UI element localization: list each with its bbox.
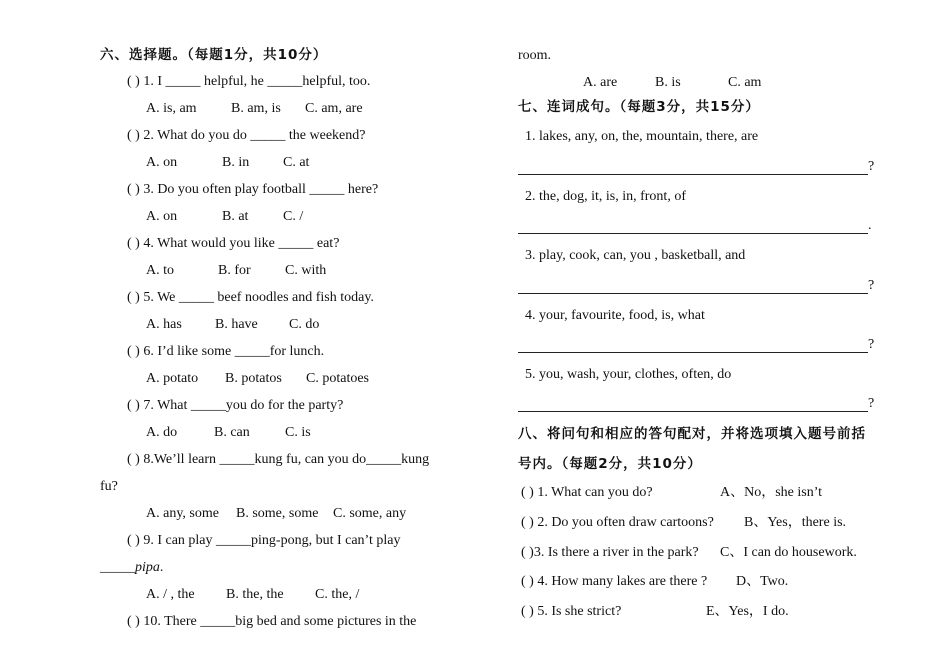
question-8-stem-continued: fu? [100, 479, 118, 494]
answer-line-5[interactable] [518, 411, 868, 412]
answer-line-4-end: ? [868, 337, 875, 352]
question-9-pipa-word: pipa [135, 560, 160, 575]
question-2-option-a: A. on [146, 155, 178, 170]
question-3-option-a: A. on [146, 209, 178, 224]
question-9-option-a: A. / , the [146, 587, 195, 602]
question-8-option-c: C. some, any [333, 506, 407, 521]
reorder-item-2-words: 2. the, dog, it, is, in, front, of [525, 189, 686, 204]
match-question-2: ( ) 2. Do you often draw cartoons? [521, 515, 714, 530]
answer-line-2[interactable] [518, 233, 868, 234]
reorder-item-5-words: 5. you, wash, your, clothes, often, do [525, 367, 732, 382]
question-9-stem-continued [100, 559, 163, 577]
answer-line-3[interactable] [518, 293, 868, 294]
question-2-stem: ( ) 2. What do you do _____ the weekend? [127, 128, 366, 143]
question-7-option-c: C. is [285, 425, 311, 440]
question-5-option-b: B. have [215, 317, 258, 332]
question-9-option-c: C. the, / [315, 587, 360, 602]
question-5-stem: ( ) 5. We _____ beef noodles and fish today. [127, 290, 374, 305]
question-5-option-a: A. has [146, 317, 182, 332]
question-3-option-c: C. / [283, 209, 304, 224]
question-5-option-c: C. do [289, 317, 320, 332]
question-4-option-b: B. for [218, 263, 251, 278]
question-9-blank: _____ [100, 560, 135, 575]
question-10-option-c: C. am [728, 75, 762, 90]
question-8-option-b: B. some, some [236, 506, 319, 521]
question-6-option-b: B. potatos [225, 371, 282, 386]
question-10-option-b: B. is [655, 75, 681, 90]
question-2-option-c: C. at [283, 155, 310, 170]
question-10-option-a: A. are [583, 75, 618, 90]
question-9-stem: ( ) 9. I can play _____ping-pong, but I can’t play [127, 533, 401, 548]
question-2-option-b: B. in [222, 155, 250, 170]
match-answer-e: E、Yes，I do. [706, 604, 789, 619]
question-4-option-a: A. to [146, 263, 174, 278]
answer-line-2-end: . [868, 218, 872, 233]
question-10-stem-continued: room. [518, 48, 552, 63]
reorder-item-1-words: 1. lakes, any, on, the, mountain, there, are [525, 129, 759, 144]
question-1-option-c: C. am, are [305, 101, 363, 116]
question-1-stem: ( ) 1. I _____ helpful, he _____helpful, too. [127, 74, 371, 89]
section-eight-heading-line2: 号内。（每题2分，共10分） [518, 456, 702, 472]
reorder-item-4-words: 4. your, favourite, food, is, what [525, 308, 705, 323]
answer-line-5-end: ? [868, 396, 875, 411]
question-1-option-a: A. is, am [146, 101, 197, 116]
answer-line-1-end: ? [868, 159, 875, 174]
question-1-option-b: B. am, is [231, 101, 281, 116]
question-4-stem: ( ) 4. What would you like _____ eat? [127, 236, 340, 251]
match-answer-d: D、Two. [736, 574, 789, 589]
question-6-stem: ( ) 6. I’d like some _____for lunch. [127, 344, 325, 359]
match-answer-c: C、I can do housework. [720, 545, 857, 560]
match-answer-b: B、Yes，there is. [744, 515, 847, 530]
question-6-option-a: A. potato [146, 371, 199, 386]
section-seven-heading: 七、连词成句。（每题3分，共15分） [518, 99, 760, 115]
answer-line-3-end: ? [868, 278, 875, 293]
match-answer-a: A、No，she isn’t [720, 485, 823, 500]
answer-line-1[interactable] [518, 174, 868, 175]
match-question-5: ( ) 5. Is she strict? [521, 604, 622, 619]
match-question-3: ( )3. Is there a river in the park? [521, 545, 699, 560]
left-column [0, 0, 470, 672]
match-question-1: ( ) 1. What can you do? [521, 485, 653, 500]
section-eight-heading-line1: 八、将问句和相应的答句配对，并将选项填入题号前括 [518, 426, 866, 442]
reorder-item-3-words: 3. play, cook, can, you , basketball, and [525, 248, 746, 263]
match-question-4: ( ) 4. How many lakes are there ? [521, 574, 708, 589]
answer-line-4[interactable] [518, 352, 868, 353]
question-9-option-b: B. the, the [226, 587, 284, 602]
question-6-option-c: C. potatoes [306, 371, 369, 386]
question-3-stem: ( ) 3. Do you often play football _____ here? [127, 182, 379, 197]
section-six-heading: 六、选择题。（每题1分，共10分） [100, 47, 328, 63]
question-7-option-b: B. can [214, 425, 250, 440]
question-4-option-c: C. with [285, 263, 327, 278]
question-8-option-a: A. any, some [146, 506, 219, 521]
question-7-option-a: A. do [146, 425, 178, 440]
question-8-stem: ( ) 8.We’ll learn _____kung fu, can you do_____kung [127, 452, 430, 467]
question-10-stem: ( ) 10. There _____big bed and some pictures in the [127, 614, 417, 629]
question-7-stem: ( ) 7. What _____you do for the party? [127, 398, 344, 413]
question-9-period: . [159, 560, 164, 575]
question-3-option-b: B. at [222, 209, 249, 224]
